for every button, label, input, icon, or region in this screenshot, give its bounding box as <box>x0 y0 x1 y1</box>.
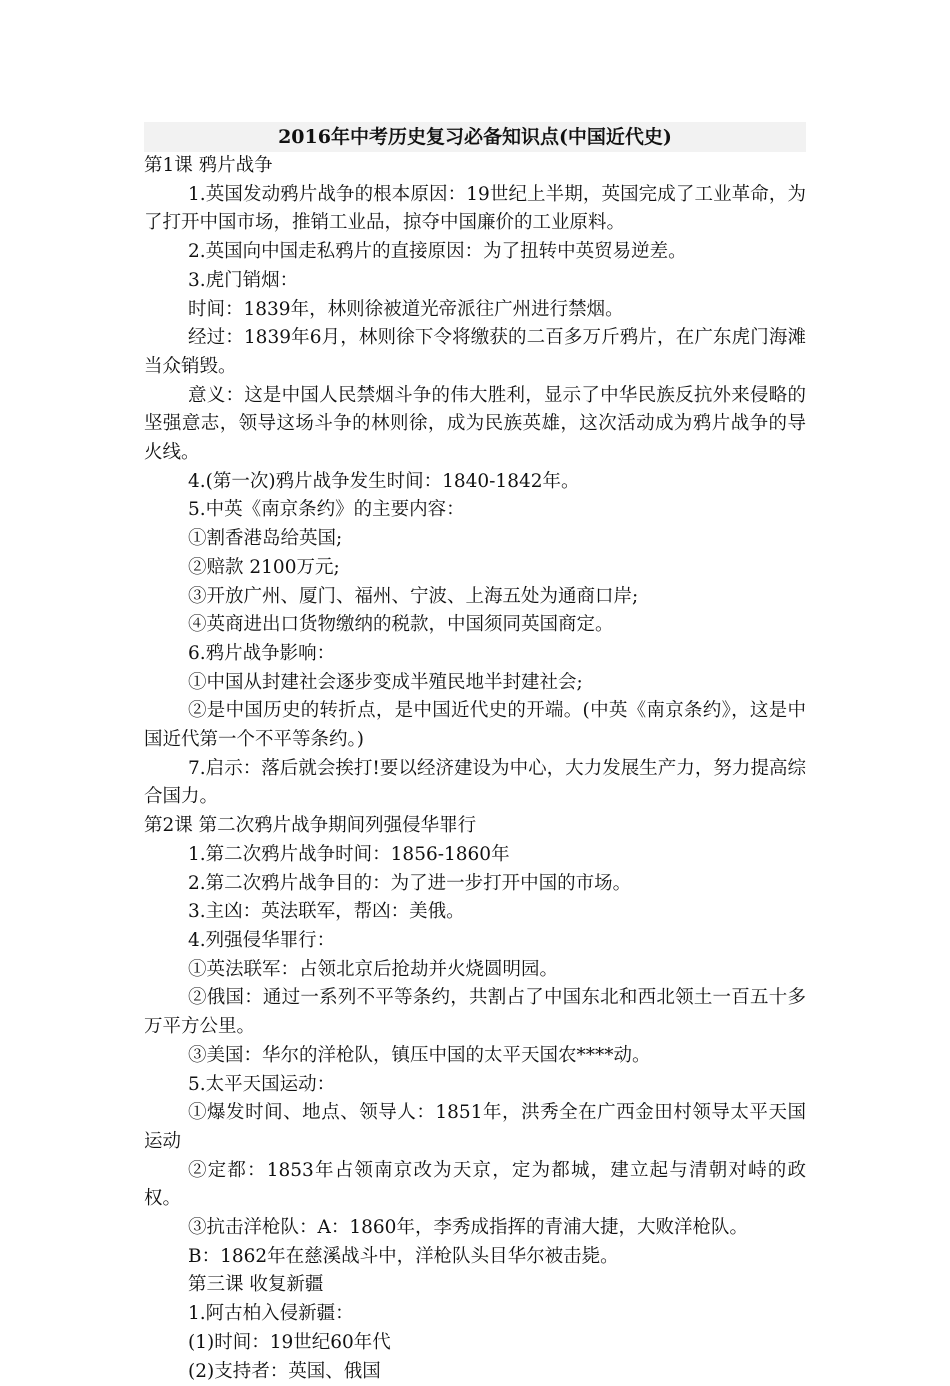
paragraph: ③抗击洋枪队：A：1860年，李秀成指挥的青浦大捷，大败洋枪队。 <box>188 1217 748 1239</box>
paragraph: ②是中国历史的转折点，是中国近代史的开端。(中英《南京条约》，这是中国近代第一个不平等条约。) <box>144 700 806 751</box>
paragraph: 4.列强侵华罪行： <box>188 929 336 951</box>
paragraph: ①中国从封建社会逐步变成半殖民地半封建社会; <box>188 671 583 693</box>
paragraph: ①割香港岛给英国; <box>188 528 343 550</box>
lesson-3 <box>144 1271 806 1386</box>
paragraph: (1)时间：19世纪60年代 <box>188 1331 391 1353</box>
paragraph: 5.太平天国运动： <box>188 1073 336 1095</box>
lesson-1 <box>144 152 806 812</box>
paragraph: 1.第二次鸦片战争时间：1856-1860年 <box>188 843 510 865</box>
paragraph: 1.阿古柏入侵新疆： <box>188 1303 354 1325</box>
paragraph: 4.(第一次)鸦片战争发生时间：1840-1842年。 <box>188 470 580 492</box>
paragraph: ②俄国：通过一系列不平等条约，共割占了中国东北和西北领土一百五十多万平方公里。 <box>144 987 806 1038</box>
paragraph: ③美国：华尔的洋枪队，镇压中国的太平天国农****动。 <box>188 1044 651 1066</box>
paragraph: 时间：1839年，林则徐被道光帝派往广州进行禁烟。 <box>188 298 624 320</box>
paragraph: B：1862年在慈溪战斗中，洋枪队头目华尔被击毙。 <box>188 1245 619 1267</box>
paragraph: ①英法联军：占领北京后抢劫并火烧圆明园。 <box>188 958 559 980</box>
paragraph: 7.启示：落后就会挨打!要以经济建设为中心，大力发展生产力，努力提高综合国力。 <box>144 757 806 808</box>
paragraph: 2.第二次鸦片战争目的：为了进一步打开中国的市场。 <box>188 872 632 894</box>
document-title: 2016年中考历史复习必备知识点(中国近代史) <box>144 122 806 152</box>
paragraph: ①爆发时间、地点、领导人：1851年，洪秀全在广西金田村领导太平天国运动 <box>144 1102 806 1152</box>
lesson-heading: 第2课 第二次鸦片战争期间列强侵华罪行 <box>144 815 477 837</box>
paragraph: 3.主凶：英法联军，帮凶：美俄。 <box>188 901 465 923</box>
paragraph: 5.中英《南京条约》的主要内容： <box>188 499 465 521</box>
document-page <box>144 122 806 1386</box>
lesson-heading: 第1课 鸦片战争 <box>144 155 273 176</box>
paragraph: 经过：1839年6月，林则徐下令将缴获的二百多万斤鸦片，在广东虎门海滩当众销毁。 <box>144 327 806 377</box>
paragraph: (2)支持者：英国、俄国 <box>188 1360 381 1382</box>
lesson-2 <box>144 812 806 1271</box>
paragraph: ②定都：1853年占领南京改为天京，定为都城，建立起与清朝对峙的政权。 <box>144 1159 806 1210</box>
paragraph: 1.英国发动鸦片战争的根本原因：19世纪上半期，英国完成了工业革命，为了打开中国市场，推销工业品，掠夺中国廉价的工业原料。 <box>144 183 806 234</box>
paragraph: ④英商进出口货物缴纳的税款，中国须同英国商定。 <box>188 614 614 636</box>
paragraph: ②赔款 2100万元; <box>188 556 340 578</box>
lesson-heading: 第三课 收复新疆 <box>188 1274 324 1296</box>
paragraph: 3.虎门销烟： <box>188 269 299 291</box>
paragraph: ③开放广州、厦门、福州、宁波、上海五处为通商口岸; <box>188 585 639 607</box>
paragraph: 6.鸦片战争影响： <box>188 642 336 664</box>
paragraph: 2.英国向中国走私鸦片的直接原因：为了扭转中英贸易逆差。 <box>188 241 687 263</box>
paragraph: 意义：这是中国人民禁烟斗争的伟大胜利，显示了中华民族反抗外来侵略的坚强意志，领导这场斗争的林则徐，成为民族英雄，这次活动成为鸦片战争的导火线。 <box>144 384 806 464</box>
